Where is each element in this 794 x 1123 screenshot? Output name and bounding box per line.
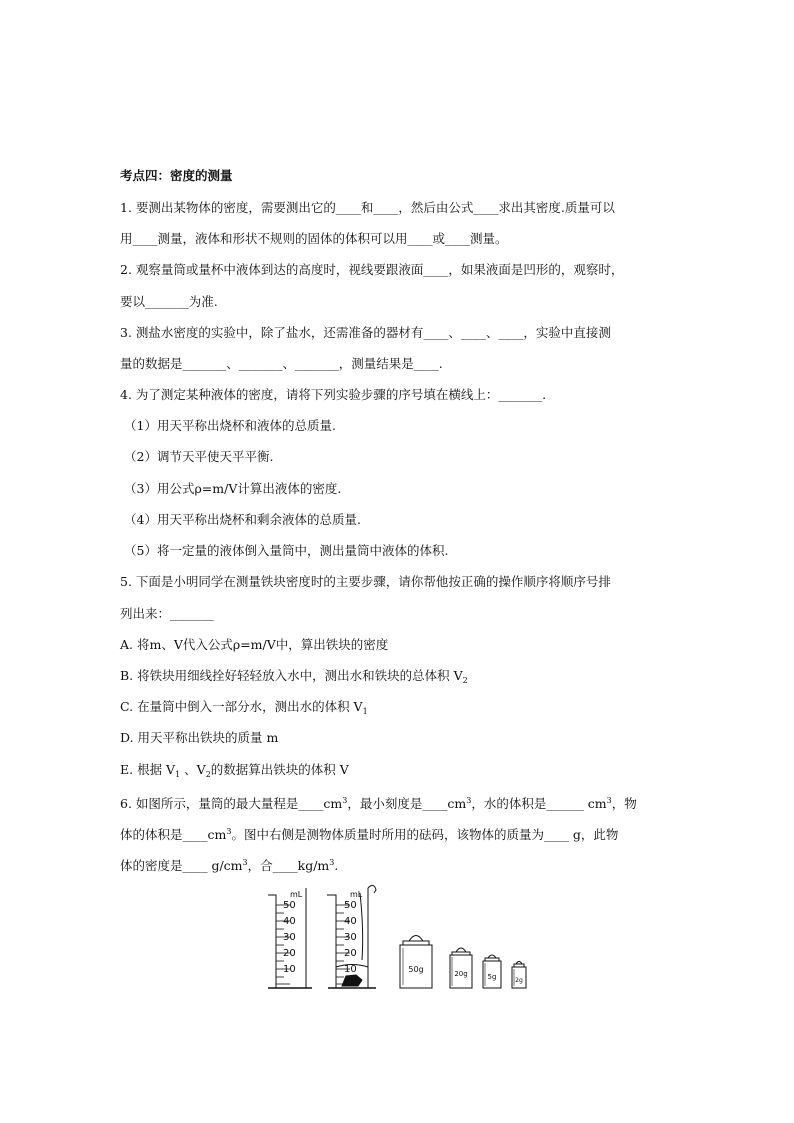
question-6-line-3: 体的密度是____ $g/cm^3$，合$\_\_\_\_kg/m^3$. (120, 858, 339, 873)
question-5-line-1: 5. 下面是小明同学在测量铁块密度时的主要步骤，请你帮他按正确的操作顺序将顺序号排 (120, 574, 611, 589)
weight-20g (450, 948, 472, 988)
question-5-option-c: C. 在量筒中倒入一部分水，测出水的体积 $V_1$ (120, 699, 368, 716)
question-1-line-1: 1. 要测出某物体的密度，需要测出它的____和____，然后由公式____求出其密度.质量可以 (120, 200, 615, 215)
question-4-step: （4）用天平称出烧杯和剩余液体的总质量. (124, 512, 361, 527)
question-5-line-2: 列出来：_______ (120, 606, 214, 621)
object-in-water (342, 975, 362, 986)
measuring-cylinder-empty (268, 888, 312, 988)
svg-text:5g: 5g (487, 973, 497, 981)
svg-text:50g: 50g (408, 965, 424, 974)
question-1-line-2: 用____测量，液体和形状不规则的固体的体积可以用____或____测量。 (120, 231, 508, 246)
question-4-step: （2）调节天平使天平平衡. (124, 449, 274, 464)
question-4-step: （5）将一定量的液体倒入量筒中，测出量筒中液体的体积. (124, 543, 449, 558)
measuring-cylinder-with-object (327, 885, 376, 988)
question-2-line-1: 2. 观察量筒或量杯中液体到达的高度时，视线要跟液面____，如果液面是凹形的，观察时， (120, 262, 624, 277)
svg-text:50: 50 (283, 900, 296, 911)
svg-text:20: 20 (283, 948, 296, 959)
question-5-option-e: E. 根据 $V_1$ 、$V_2$的数据算出铁块的体积 V (120, 762, 349, 779)
svg-text:10: 10 (344, 964, 357, 975)
svg-text:10: 10 (283, 964, 296, 975)
weight-2g (512, 962, 526, 989)
question-4-step: （1）用天平称出烧杯和液体的总质量. (124, 418, 336, 433)
question-6-line-1: 6. 如图所示，量筒的最大量程是$\_\_\_\_cm^3$，最小刻度是$\_\_\_\_cm^3$，水的体积是______ $cm^3$，物 (120, 796, 637, 811)
svg-text:50: 50 (344, 900, 357, 911)
svg-text:30: 30 (344, 932, 357, 943)
question-3-line-2: 量的数据是_______、_______、_______，测量结果是____. (120, 356, 443, 371)
svg-text:40: 40 (344, 916, 357, 927)
weight-50g (400, 936, 432, 989)
question-5-option-b: B. 将铁块用细线拴好轻轻放入水中，测出水和铁块的总体积 $V_2$ (120, 668, 468, 685)
svg-text:40: 40 (283, 916, 296, 927)
question-2-line-2: 要以_______为准. (120, 294, 218, 309)
question-3-line-1: 3. 测盐水密度的实验中，除了盐水，还需准备的器材有____、____、____，实验中直接测 (120, 325, 611, 340)
question-5-option-a: A. 将m、V代入公式ρ=m/V中，算出铁块的密度 (120, 637, 389, 652)
question-6-line-2: 体的体积是$\_\_\_\_cm^3$。图中右侧是测物体质量时所用的砝码，该物体的质量为____ g，此物 (120, 827, 619, 842)
section-title: 考点四：密度的测量 (120, 168, 233, 183)
unit-label: mL (290, 890, 303, 899)
svg-text:30: 30 (283, 932, 296, 943)
question-4-step: （3）用公式ρ=m/V计算出液体的密度. (124, 481, 342, 496)
question-5-option-d: D. 用天平称出铁块的质量 m (120, 730, 279, 745)
question-4-stem: 4. 为了测定某种液体的密度，请将下列实验步骤的序号填在横线上：_______. (120, 387, 547, 402)
weight-5g (483, 955, 501, 988)
unit-label: mL (350, 890, 363, 899)
svg-text:2g: 2g (515, 977, 523, 984)
svg-text:20: 20 (344, 948, 357, 959)
svg-text:20g: 20g (454, 970, 468, 978)
